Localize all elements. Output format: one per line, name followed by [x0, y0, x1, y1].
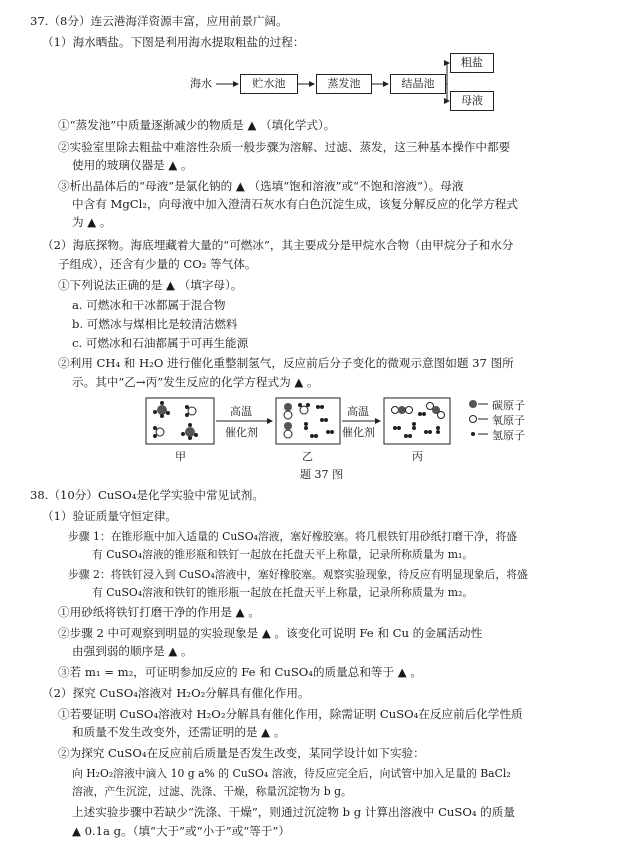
label-yi: 乙: [302, 450, 313, 463]
q37-1-item1: ①“蒸发池”中质量逐渐减少的物质是 ▲ （填化学式）。: [58, 118, 336, 132]
q38-2-item2: ②为探究 CuSO₄在反应前后质量是否发生改变，某同学设计如下实验：: [58, 746, 425, 760]
q38-heading: 38.（10分）CuSO₄是化学实验中常见试剂。: [30, 488, 264, 502]
flow-box-storage: 贮水池: [240, 74, 298, 94]
q38-procedure-line2: 溶液，产生沉淀，过滤、洗涤、干燥，称量沉淀物为 b g。: [72, 785, 352, 798]
label-jia: 甲: [175, 450, 186, 463]
q38-2-item1-line2: 和质量不发生改变外，还需证明的是 ▲ 。: [72, 725, 286, 739]
h2o-molecule: [298, 403, 310, 414]
arrow1-condition-top: 高温: [230, 405, 252, 418]
q38-part1-intro: （1）验证质量守恒定律。: [42, 509, 177, 523]
q37-1-item2-line2: 使用的玻璃仪器是 ▲ 。: [72, 158, 193, 172]
figure-caption: 题 37 图: [300, 468, 343, 481]
q37-heading: 37.（8分）连云港海洋资源丰富，应用前景广阔。: [30, 14, 288, 28]
legend-oxygen-symbol: [470, 416, 477, 423]
q37-1-item2-line1: ②实验室里除去粗盐中难溶性杂质一般步骤为溶解、过滤、蒸发，这三种基本操作中都要: [58, 140, 511, 154]
h2-molecule: [304, 422, 308, 430]
q37-2-option-b: b. 可燃冰与煤相比是较清洁燃料: [72, 317, 238, 331]
q38-part2-intro: （2）探究 CuSO₄溶液对 H₂O₂分解具有催化作用。: [42, 686, 310, 700]
q37-part2-line2: 子组成），还含有少量的 CO₂ 等气体。: [58, 257, 257, 271]
h2-molecule: [310, 434, 318, 438]
q37-2-option-c: c. 可燃冰和石油都属于可再生能源: [72, 336, 249, 350]
legend-oxygen-label: 氧原子: [492, 414, 525, 427]
arrow2-condition-top: 高温: [347, 405, 369, 418]
flow-box-evaporation: 蒸发池: [316, 74, 372, 94]
flow-box-crude-salt: 粗盐: [450, 53, 494, 73]
h2-molecule: [393, 426, 401, 430]
h2-molecule: [436, 426, 440, 434]
h2o-molecule: [185, 405, 196, 417]
h2-molecule: [320, 418, 328, 422]
h2-molecule: [404, 434, 412, 438]
h2-molecule: [326, 430, 334, 434]
co-molecule: [284, 422, 292, 438]
arrow2-condition-bottom: 催化剂: [342, 426, 375, 439]
q37-2-item2-line2: 示。其中“乙→丙”发生反应的化学方程式为 ▲ 。: [72, 375, 319, 389]
h2-molecule: [316, 405, 324, 409]
q37-2-option-a: a. 可燃冰和干冰都属于混合物: [72, 298, 226, 312]
q38-step2-line2: 有 CuSO₄溶液和铁钉的锥形瓶一起放在托盘天平上称量，记录所称质量为 m₂。: [92, 586, 474, 599]
flow-box-mother-liquor: 母液: [450, 91, 494, 111]
co2-molecule: [392, 406, 413, 414]
h2-molecule: [418, 412, 426, 416]
h2o-molecule: [153, 426, 164, 438]
co-molecule: [284, 403, 292, 419]
q38-2-item3-line2: ▲ 0.1a g。（填“大于”或“小于”或“等于”）: [72, 824, 290, 838]
q38-step1-line1: 步骤 1：在锥形瓶中加入适量的 CuSO₄溶液，塞好橡胶塞。将几根铁钉用砂纸打磨干净，将盛: [68, 530, 518, 543]
legend-carbon-label: 碳原子: [492, 399, 525, 412]
legend-hydrogen-label: 氢原子: [492, 429, 525, 442]
legend-hydrogen-symbol: [471, 432, 475, 436]
q38-step2-line1: 步骤 2：将铁钉浸入到 CuSO₄溶液中，塞好橡胶塞。观察实验现象，待反应有明显现象后，将盛: [68, 568, 528, 581]
q38-procedure-line1: 向 H₂O₂溶液中滴入 10 g a% 的 CuSO₄ 溶液，待反应完全后，向试管中加入足量的 BaCl₂: [72, 767, 511, 780]
q38-2-item3-line1: 上述实验步骤中若缺少“洗涤、干燥”，则通过沉淀物 b g 计算出溶液中 CuSO₄ 的质量: [72, 805, 515, 819]
q37-1-item3-line3: 为 ▲ 。: [72, 215, 112, 229]
co2-molecule: [427, 403, 445, 419]
arrow1-condition-bottom: 催化剂: [225, 426, 258, 439]
flow-box-crystallization: 结晶池: [390, 74, 446, 94]
q38-1-item3: ③若 m₁ = m₂，可证明参加反应的 Fe 和 CuSO₄的质量总和等于 ▲ 。: [58, 665, 422, 679]
q37-part1-intro: （1）海水晒盐。下图是利用海水提取粗盐的过程：: [42, 35, 305, 49]
box-bing: [384, 398, 450, 444]
q37-1-item3-line2: 中含有 MgCl₂，向母液中加入澄清石灰水有白色沉淀生成，该复分解反应的化学方程式: [72, 197, 518, 211]
h2-molecule: [412, 422, 416, 430]
q38-2-item1-line1: ①若要证明 CuSO₄溶液对 H₂O₂分解具有催化作用，除需证明 CuSO₄在反应前后化学性质: [58, 707, 523, 721]
flow-start-label: 海水: [190, 77, 212, 90]
q38-1-item1: ①用砂纸将铁钉打磨干净的作用是 ▲ 。: [58, 605, 260, 619]
q38-1-item2-line2: 由强到弱的顺序是 ▲ 。: [72, 644, 193, 658]
ch4-molecule: [153, 401, 170, 418]
q38-1-item2-line1: ②步骤 2 中可观察到明显的实验现象是 ▲ 。该变化可说明 Fe 和 Cu 的金属活动性: [58, 626, 483, 640]
q37-1-item3-line1: ③析出晶体后的“母液”是氯化钠的 ▲ （选填“饱和溶液”或“不饱和溶液”）。母液: [58, 179, 464, 193]
ch4-molecule: [181, 423, 198, 440]
q37-2-item2-line1: ②利用 CH₄ 和 H₂O 进行催化重整制氢气，反应前后分子变化的微观示意图如题 37 图所: [58, 356, 514, 370]
legend-carbon-symbol: [469, 400, 477, 408]
q38-step1-line2: 有 CuSO₄溶液的锥形瓶和铁钉一起放在托盘天平上称量，记录所称质量为 m₁。: [92, 548, 474, 561]
q37-2-item1: ①下列说法正确的是 ▲ （填字母）。: [58, 278, 243, 292]
label-bing: 丙: [412, 450, 423, 463]
q37-part2-line1: （2）海底探物。海底埋藏着大量的“可燃冰”，其主要成分是甲烷水合物（由甲烷分子和水分: [42, 238, 514, 252]
h2-molecule: [424, 430, 432, 434]
